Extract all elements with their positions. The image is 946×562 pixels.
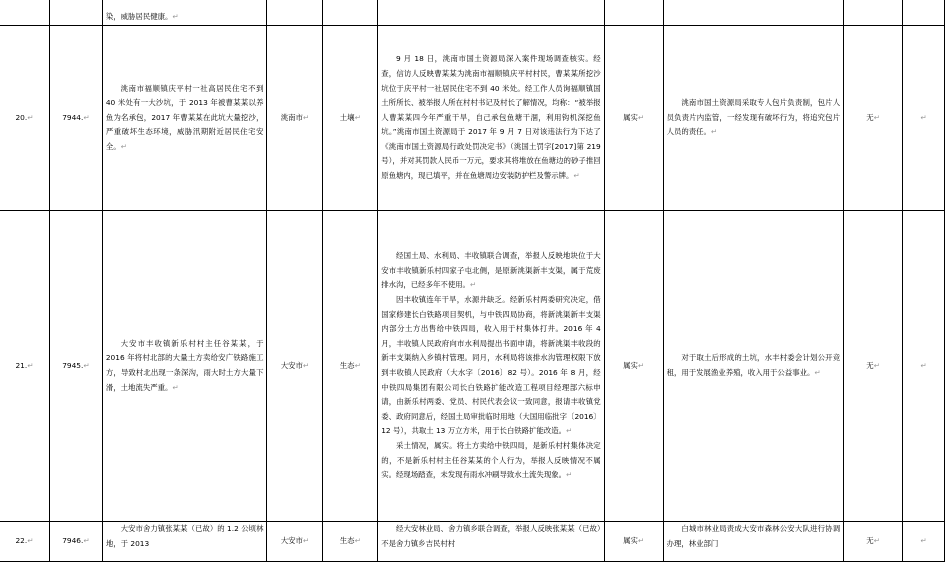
case-id-cell: 7946.↵ (49, 522, 102, 562)
city-cell: 洮南市↵ (267, 26, 323, 211)
findings-cell (378, 0, 604, 26)
findings-cell: 经国土局、水利局、丰收镇联合调查，举报人反映地块位于大安市丰收镇新乐村四家子屯北侧，是原新洮渠新丰支渠，属于荒废排水沟，已经多年不使用。↵ 因丰收镇连年干旱，水源井缺乏。经新乐村两委研究决定，借国家修建长白铁路项目契机，与中铁四局协商，将新洮渠新丰支渠内部分土方出售给中铁四局，收入用于村集体打井。2016 年 4 月，丰收镇人民政府向市水利局提出书面申请，将新洮渠丰收段的新丰支渠纳入乡镇村管理。同月，水利局将该排水沟管理权限下放到丰收镇人民政府（大水字〔2016〕82 号）。2016 年 8 月，经中铁四局集团有限公司长白铁路扩能改造工程项目经理部六标申请，由新乐村两委、党员、村民代表会议一致同意，报请丰收镇党委、政府同意后，经国土局审批临时用地（大国用临批字〔2016〕12 号），共取土 13 万立方米，用于长白铁路扩能改造。↵ 采土情况，属实。将土方卖给中铁四局，是新乐村村集体决定的，不是新乐村村主任谷某某的个人行为，举报人反映情况不属实。经现场踏查，未发现有雨水冲刷导致水土流失现象。↵ (378, 211, 604, 522)
accountability-cell (844, 0, 903, 26)
row-number-cell (0, 0, 49, 26)
city-cell: 大安市↵ (267, 211, 323, 522)
verdict-cell: 属实↵ (604, 211, 663, 522)
complaint-cell: 洮南市福顺镇庆平村一社高居民住宅不到 40 米处有一大沙坑，于 2013 年被曹某某以养鱼为名承包，2017 年曹某某在此坑大量挖沙，严重破坏生态环境，威胁汛期附近居民住宅安全。↵ (102, 26, 267, 211)
table-row (0, 211, 945, 522)
table-row (0, 26, 945, 211)
city-cell: 大安市↵ (267, 522, 323, 562)
extra-cell: ↵ (903, 26, 945, 211)
accountability-cell: 无↵ (844, 26, 903, 211)
row-number-cell: 22.↵ (0, 522, 49, 562)
extra-cell: ↵ (903, 522, 945, 562)
table-row (0, 522, 945, 562)
complaint-cell: 大安市丰收镇新乐村村主任谷某某，于 2016 年将村北部的大量土方卖给安广铁路施工方，导致村北出现一条深沟，雨大时土方大量下滑，土地流失严重。↵ (102, 211, 267, 522)
case-id-cell: 7944.↵ (49, 26, 102, 211)
type-cell: 生态↵ (323, 522, 378, 562)
handling-cell: 白城市林业局责成大安市森林公安大队进行协调办理，林业部门 (663, 522, 844, 562)
verdict-cell: 属实↵ (604, 26, 663, 211)
row-number-cell: 21.↵ (0, 211, 49, 522)
verdict-cell (604, 0, 663, 26)
type-cell (323, 0, 378, 26)
complaint-cell: 大安市舍力镇张某某（已故）的 1.2 公顷林地，于 2013 (102, 522, 267, 562)
type-cell: 生态↵ (323, 211, 378, 522)
findings-cell: 经大安林业局、舍力镇乡联合调查，举报人反映张某某（已故）不是舍力镇乡吉民村村 (378, 522, 604, 562)
handling-cell: 洮南市国土资源局采取专人包片负责制，包片人员负责片内监管，一经发现有破坏行为，将追究包片人员的责任。↵ (663, 26, 844, 211)
extra-cell (903, 0, 945, 26)
complaint-cell: 染，威胁居民健康。↵ (102, 0, 267, 26)
handling-cell: 对于取土后形成的土坑，水丰村委会计划公开竞租，用于发展渔业养殖，收入用于公益事业。↵ (663, 211, 844, 522)
extra-cell: ↵ (903, 211, 945, 522)
case-id-cell: 7945.↵ (49, 211, 102, 522)
accountability-cell: 无↵ (844, 211, 903, 522)
findings-cell: 9 月 18 日，洮南市国土资源局深入案件现场调查核实。经查，信访人反映曹某某为洮南市福顺镇庆平村村民，曹某某所挖沙坑位于庆平村一社居民住宅不到 40 米处。经工作人员询福顺镇国土所所长、被举报人所在村村书记及村长了解情况，均称：“被举报人曹某某四今年严重干旱，自己承包鱼塘干涸，利用钩机深挖鱼坑。”洮南市国土资源局于 2017 年 9 月 7 日对该违法行为下达了《洮南市国土资源局行政处罚决定书》（洮国土罚字[2017]第 219 号），并对其罚款人民币一万元，要求其将堆放在鱼塘边的砂子推回原鱼塘内，现已填平，并在鱼塘周边安装防护栏及警示牌。↵ (378, 26, 604, 211)
accountability-cell: 无↵ (844, 522, 903, 562)
complaint-text: 染，威胁居民健康。 (105, 12, 173, 22)
verdict-cell: 属实↵ (604, 522, 663, 562)
case-id-cell (49, 0, 102, 26)
row-number-cell: 20.↵ (0, 26, 49, 211)
city-cell (267, 0, 323, 26)
table-row (0, 0, 945, 26)
handling-cell (663, 0, 844, 26)
type-cell: 土壤↵ (323, 26, 378, 211)
